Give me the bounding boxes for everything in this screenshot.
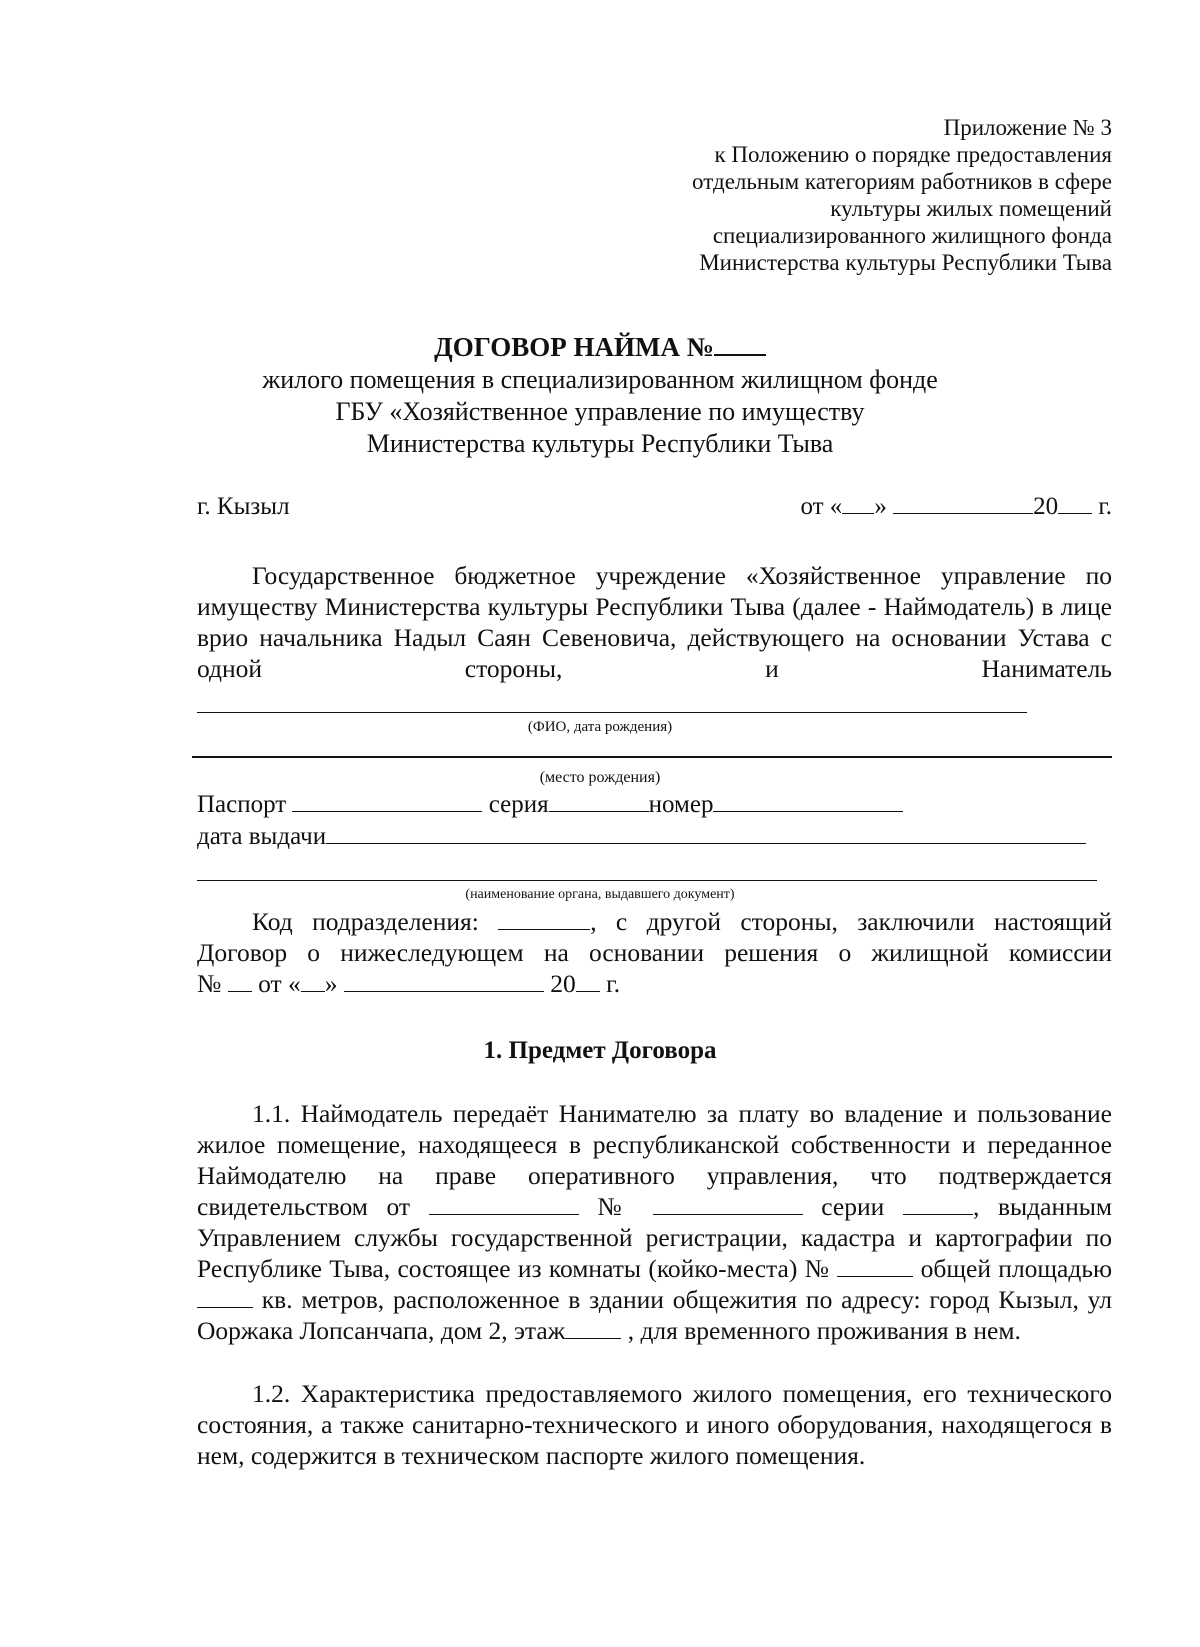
decision-number-blank xyxy=(228,970,252,992)
decision-number-label: № xyxy=(197,969,222,998)
division-line-1-text: , с другой стороны, заключили настоящий xyxy=(590,907,1112,936)
intro-text: Государственное бюджетное учреждение «Хозяйственное управление по имуществу Министерства культуры Республики Тыва (далее - Наймодатель) в лице врио начальника Надыл Саян Севеновича, действующего на основании Устава с одной стороны, и Наниматель xyxy=(197,561,1112,683)
issue-date-row xyxy=(197,822,1086,852)
passport-label: Паспорт xyxy=(197,791,287,818)
month-blank xyxy=(893,492,1033,514)
appendix-line: культуры жилых помещений xyxy=(830,196,1112,221)
division-line-1 xyxy=(197,906,1112,937)
year-prefix: 20 xyxy=(1033,493,1059,520)
city: г. Кызыл xyxy=(197,493,290,520)
number-blank xyxy=(713,790,903,812)
document-title-block xyxy=(0,330,1200,460)
date-quote: » xyxy=(874,493,887,520)
division-paragraph xyxy=(197,906,1112,999)
clause-1-1-text-f: кв. метров, расположенное в здании общежития по адресу: город Кызыл, ул Ооржака Лопсанчапа, дом 2, этаж xyxy=(197,1285,1113,1345)
subtitle-line-1: жилого помещения в специализированном жилищном фонде xyxy=(262,365,938,394)
decision-month-blank xyxy=(344,970,544,992)
passport-row xyxy=(197,790,903,820)
appendix-line: отдельным категориям работников в сфере xyxy=(692,169,1112,194)
subtitle-line-2: ГБУ «Хозяйственное управление по имуществу xyxy=(335,397,865,426)
document-title xyxy=(0,330,1200,364)
passport-blank xyxy=(292,790,482,812)
appendix-note xyxy=(692,114,1112,276)
subtitle-line-3: Министерства культуры Республики Тыва xyxy=(366,429,834,458)
section-1-heading: 1. Предмет Договора xyxy=(483,1037,717,1064)
title-text: ДОГОВОР НАЙМА № xyxy=(434,332,714,362)
clause-1-1-text-g: , для временного проживания в нем. xyxy=(627,1316,1021,1345)
day-blank xyxy=(842,492,874,514)
division-line-3 xyxy=(197,968,1112,999)
fio-caption: (ФИО, дата рождения) xyxy=(527,719,673,735)
certificate-date-blank xyxy=(429,1193,579,1215)
year-blank xyxy=(1058,492,1092,514)
number-label: номер xyxy=(648,791,714,818)
series-blank xyxy=(549,790,649,812)
clause-1-2 xyxy=(197,1378,1112,1471)
issue-date-label: дата выдачи xyxy=(197,823,327,850)
place-date-line xyxy=(197,492,1112,522)
certificate-series-label: серии xyxy=(821,1192,885,1221)
issuer-line xyxy=(197,880,1097,881)
appendix-line: к Положению о порядке предоставления xyxy=(714,142,1112,167)
issue-date-blank xyxy=(326,822,1086,844)
birthplace-line xyxy=(192,756,1112,758)
clause-1-1-text-a: 1.1. Наймодатель передаёт Нанимателю за плату во владение и пользование жилое помещение, находящееся в республиканской собственности и переданное Наймодателю на праве оперативного управления, что подтверждается свидетельством от xyxy=(197,1099,1112,1221)
clause-1-1 xyxy=(197,1098,1112,1346)
area-blank xyxy=(197,1286,253,1308)
appendix-line: Министерства культуры Республики Тыва xyxy=(699,250,1112,275)
division-code-label: Код подразделения: xyxy=(252,907,479,936)
intro-paragraph xyxy=(197,560,1112,684)
appendix-line: специализированного жилищного фонда xyxy=(712,223,1112,248)
birthplace-caption: (место рождения) xyxy=(539,769,661,786)
room-number-blank xyxy=(837,1255,913,1277)
decision-year-suffix: г. xyxy=(606,969,621,998)
appendix-line: Приложение № 3 xyxy=(943,115,1112,140)
division-code-blank xyxy=(498,908,590,930)
floor-blank xyxy=(565,1317,621,1339)
fio-line xyxy=(197,712,1027,713)
certificate-series-blank xyxy=(903,1193,973,1215)
certificate-number-blank xyxy=(653,1193,803,1215)
contract-date xyxy=(800,492,1112,522)
contract-number-blank xyxy=(714,332,766,356)
series-label: серия xyxy=(488,791,549,818)
year-suffix: г. xyxy=(1098,493,1112,520)
decision-year-prefix: 20 xyxy=(550,969,576,998)
division-line-2: Договор о нижеследующем на основании решения о жилищной комиссии xyxy=(197,938,1112,967)
issuer-caption: (наименование органа, выдавшего документ) xyxy=(465,887,735,902)
clause-1-1-text-d: , выданным Управлением службы государственной регистрации, кадастра и картографии по Республике Тыва, состоящее из комнаты (койко-места) № xyxy=(197,1192,1113,1283)
date-from: от « xyxy=(800,493,843,520)
clause-1-2-text: 1.2. Характеристика предоставляемого жилого помещения, его технического состояния, а также санитарно-технического и иного оборудования, находящегося в нем, содержится в техническом паспорте жилого помещения. xyxy=(197,1379,1112,1470)
decision-quote: » xyxy=(324,969,338,998)
decision-day-blank xyxy=(301,970,325,992)
decision-from: от « xyxy=(258,969,301,998)
certificate-number-label: № xyxy=(597,1192,634,1221)
decision-year-blank xyxy=(576,970,600,992)
area-label: общей площадью xyxy=(920,1254,1113,1283)
